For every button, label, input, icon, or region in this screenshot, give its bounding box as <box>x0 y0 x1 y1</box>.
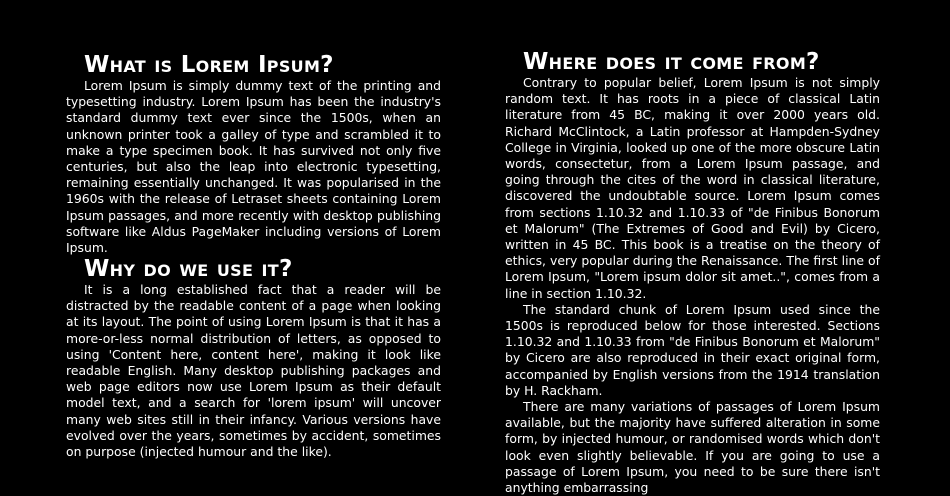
section-what-is-lorem-ipsum <box>66 52 441 256</box>
section-paragraph: Contrary to popular belief, Lorem Ipsum is not simply random text. It has roots in a piece of classical Latin literature from 45 BC, making it over 2000 years old. Richard McClintock, a Latin professor at Hampden-Sydney College in Virginia, looked up one of the more obscure Latin words, consectetur, from a Lorem Ipsum passage, and going through the cites of the word in classical literature, discovered the undoubtable source. Lorem Ipsum comes from sections 1.10.32 and 1.10.33 of "de Finibus Bonorum et Malorum" (The Extremes of Good and Evil) by Cicero, written in 45 BC. This book is a treatise on the theory of ethics, very popular during the Renaissance. The first line of Lorem Ipsum, "Lorem ipsum dolor sit amet..", comes from a line in section 1.10.32. <box>505 75 880 301</box>
section-heading: Why do we use it? <box>84 256 293 282</box>
section-paragraph: Lorem Ipsum is simply dummy text of the printing and typesetting industry. Lorem Ipsum has been the industry's standard dummy text ever since the 1500s, when an unknown printer took a galley of type and scrambled it to make a type specimen book. It has survived not only five centuries, but also the leap into electronic typesetting, remaining essentially unchanged. It was popularised in the 1960s with the release of Letraset sheets containing Lorem Ipsum passages, and more recently with desktop publishing software like Aldus PageMaker including versions of Lorem Ipsum. <box>66 78 441 256</box>
section-paragraph: There are many variations of passages of Lorem Ipsum available, but the majority have suffered alteration in some form, by injected humour, or randomised words which don't look even slightly believable. If you are going to use a passage of Lorem Ipsum, you need to be sure there isn't anything embarrassing <box>505 399 880 496</box>
section-paragraph: It is a long established fact that a reader will be distracted by the readable content of a page when looking at its layout. The point of using Lorem Ipsum is that it has a more-or-less normal distribution of letters, as opposed to using 'Content here, content here', making it look like readable English. Many desktop publishing packages and web page editors now use Lorem Ipsum as their default model text, and a search for 'lorem ipsum' will uncover many web sites still in their infancy. Various versions have evolved over the years, sometimes by accident, sometimes on purpose (injected humour and the like). <box>66 282 441 460</box>
section-why-do-we-use-it <box>66 256 441 460</box>
section-heading: What is Lorem Ipsum? <box>84 52 334 78</box>
section-heading: Where does it come from? <box>523 49 820 75</box>
section-where-does-it-come-from <box>505 49 880 496</box>
section-paragraph: The standard chunk of Lorem Ipsum used since the 1500s is reproduced below for those interested. Sections 1.10.32 and 1.10.33 from "de Finibus Bonorum et Malorum" by Cicero are also reproduced in their exact original form, accompanied by English versions from the 1914 translation by H. Rackham. <box>505 301 880 398</box>
